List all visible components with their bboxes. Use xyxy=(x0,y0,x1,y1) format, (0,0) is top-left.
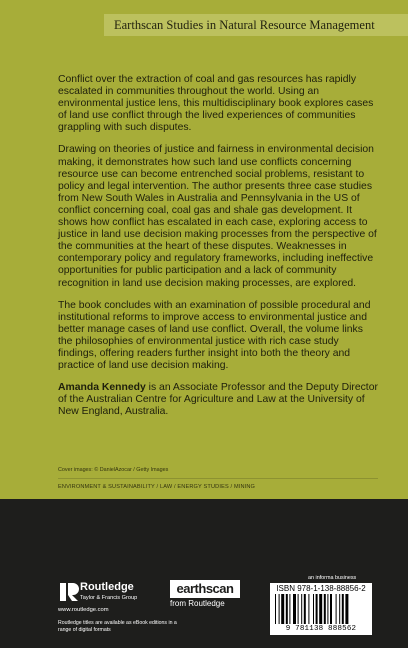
isbn: ISBN 978-1-138-88856-2 xyxy=(276,584,366,593)
series-title: Earthscan Studies in Natural Resource Management xyxy=(104,14,408,36)
routledge-logo-icon xyxy=(58,581,80,603)
divider xyxy=(58,478,378,479)
publisher-footer xyxy=(0,499,408,648)
blurb-paragraph-1: Conflict over the extraction of coal and gas resources has rapidly escalated in communities throughout the world. Using an environmental justice lens, this multidisciplinary book explores cases of land use conflict through the lived experiences of communities grappling with such disputes. xyxy=(58,74,374,134)
ebook-note: Routledge titles are available as eBook editions in a range of digital formats xyxy=(58,620,177,633)
cover-credit: Cover images: © DanielAzocar / Getty Images xyxy=(58,467,169,473)
earthscan-logo-text: earthscan xyxy=(176,581,234,596)
subject-categories: ENVIRONMENT & SUSTAINABILITY / LAW / ENERGY STUDIES / MINING xyxy=(58,484,256,490)
informa-note: an informa business xyxy=(308,575,357,581)
publisher-name: Routledge xyxy=(80,581,134,593)
blurb-paragraph-2: Drawing on theories of justice and fairness in environmental decision making, it demonstrates how such land use conflicts concerning resource use can become entrenched social problems, resistant to policy and legal intervention. The author presents three case studies from New South Wales in Australia and Pennsylvania in the US of conflict concerning coal, coal gas and shale gas development. It shows how conflict has escalated in each case, exploring access to justice in land use decision making processes from the perspective of the communities at the heart of these disputes. Weaknesses in contemporary policy and regulatory frameworks, including ineffective opportunities for public participation and a lack of community recognition in land use decision making processes, are explored. xyxy=(58,144,377,289)
imprint-from: from Routledge xyxy=(170,599,225,608)
barcode-box xyxy=(270,583,372,635)
back-cover-text xyxy=(58,74,378,428)
author-bio-text: is an Associate Professor and the Deputy Director of the Australian Centre for Agriculture and Law at the University of New England, Australia. xyxy=(58,382,378,418)
publisher-group: Taylor & Francis Group xyxy=(80,595,138,601)
publisher-url: www.routledge.com xyxy=(58,607,109,613)
author-name: Amanda Kennedy xyxy=(58,382,146,394)
barcode-digits: 9 781138 888562 xyxy=(285,625,357,633)
blurb-paragraph-3: The book concludes with an examination of possible procedural and institutional reforms to improve access to environmental justice and better manage cases of land use conflict. Overall, the volume links the philosophies of environmental justice with rich case study findings, offering readers further insight into both the theory and practice of land use decision making. xyxy=(58,299,371,372)
barcode-icon xyxy=(275,594,367,624)
author-bio xyxy=(58,382,378,418)
earthscan-logo xyxy=(170,580,240,598)
